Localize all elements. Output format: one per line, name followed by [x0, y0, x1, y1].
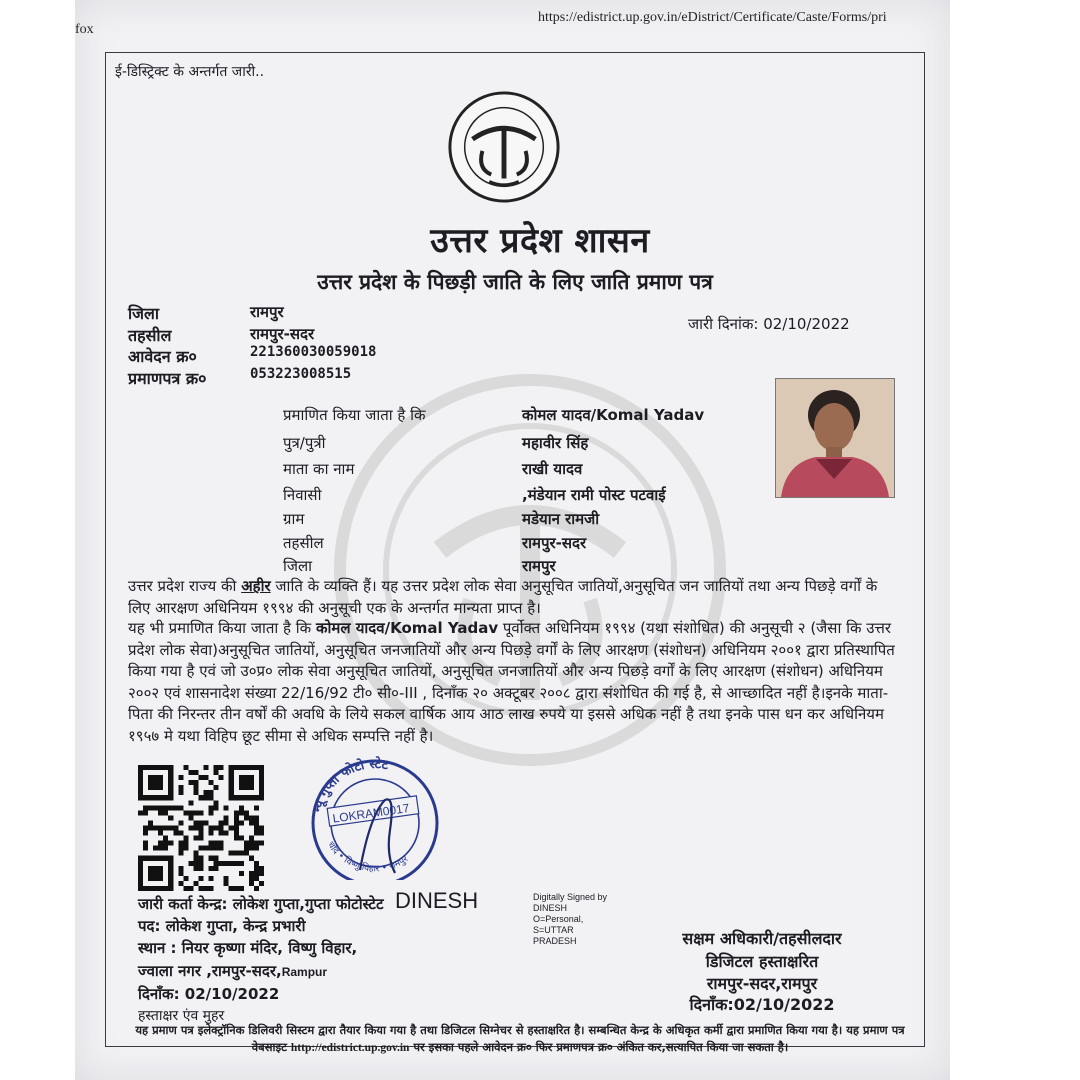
print-url-header: https://edistrict.up.gov.in/eDistrict/Certificate/Caste/Forms/pri: [538, 10, 887, 25]
detail-district-value: रामपुर: [522, 557, 556, 575]
creamy-layer-paragraph: [128, 618, 898, 747]
officer-digitally-signed: डिजिटल हस्ताक्षरित: [705, 952, 819, 971]
father-name: महावीर सिंह: [522, 434, 589, 452]
officer-date: दिनाँक:02/10/2022: [689, 995, 835, 1014]
verification-footer: [130, 1022, 910, 1057]
officer-title: सक्षम अधिकारी/तहसीलदार: [682, 929, 842, 948]
paragraph1-text-start: उत्तर प्रदेश राज्य की: [128, 577, 242, 595]
paragraph2-applicant-name: कोमल यादव/Komal Yadav: [315, 619, 499, 637]
tehsil-label: तहसील: [128, 326, 172, 345]
applicant-name: कोमल यादव/Komal Yadav: [522, 406, 705, 424]
village-label: ग्राम: [283, 510, 305, 528]
digital-signature-line: S=UTTAR: [533, 925, 574, 935]
caste-name: अहीर: [241, 577, 271, 595]
verification-website-link[interactable]: http://edistrict.up.gov.in: [290, 1042, 410, 1054]
applicant-portrait-icon: [776, 379, 894, 497]
district-label: जिला: [128, 304, 160, 323]
issuing-centre: जारी कर्ता केन्द्र: लोकेश गुप्ता,गुप्ता फोटोस्टेट: [138, 895, 384, 913]
application-number-label: आवेदन क्र०: [128, 347, 197, 366]
print-header-fragment: fox: [75, 22, 94, 37]
officer-place: रामपुर-सदर,रामपुर: [706, 974, 818, 993]
digital-signature-line: Digitally Signed by: [533, 892, 608, 902]
issuer-address-hindi: ज्वाला नगर ,रामपुर-सदर,: [138, 962, 282, 980]
digital-signer-name: DINESH: [395, 888, 479, 913]
village-value: मडेयान रामजी: [522, 510, 600, 528]
centre-rubber-stamp: [300, 755, 450, 880]
paragraph2-text-end: पूर्वोक्त अधिनियम १९९४ (यथा संशोधित) की अनुसूची २ (जैसा कि उत्तर प्रदेश लोक सेवा)अनुसूचित जातियों, अनुसूचित जनजातियों और अन्य पिछड़े वर्गों के लिए आरक्षण (संशोधन) अधिनियम २००१ द्वारा प्रतिस्थापित किया गया है एवं जो उ०प्र० लोक सेवा अनुसूचित जातियों, अनुसूचित जनजातियों और अन्य पिछड़े वर्गों के लिए आरक्षण (संशोधन) अधिनियम २००२ एवं शासनादेश संख्या 22/16/92 टी० सी०-III , दिनाँक २० अक्टूबर २००८ द्वारा संशोधित की गई है, से आच्छादित नहीं है।इनके माता-पिता की निरन्तर तीन वर्षों की अवधि के लिये सकल वार्षिक आय आठ लाख रुपये या इससे अधिक नहीं है तथा इनके पास धन कर अधिनियम १९५७ मे यथा विहिप छूट सीमा से अधिक सम्पत्ति नहीं है।: [128, 619, 895, 745]
child-of-label: पुत्र/पुत्री: [283, 434, 326, 452]
detail-district-label: जिला: [283, 557, 313, 575]
district-value: रामपुर: [250, 303, 284, 321]
issuer-place: स्थान : नियर कृष्णा मंदिर, विष्णु विहार,: [138, 939, 358, 957]
svg-text:चाँद • विष्णु विहार • रामपुर: [325, 839, 410, 874]
certificate-title: उत्तर प्रदेश के पिछड़ी जाति के लिए जाति प्रमाण पत्र: [317, 270, 713, 294]
issuer-address: [138, 961, 327, 981]
signature-and-seal-label: हस्ताक्षर एंव मुहर: [138, 1008, 225, 1024]
mother-name: राखी यादव: [522, 460, 583, 478]
footer-text-end: पर इसका पहले आवेदन क्र० फिर प्रमाणपत्र क्र० अंकित कर,सत्यापित किया जा सकता है।: [409, 1040, 789, 1054]
government-heading: उत्तर प्रदेश शासन: [430, 221, 650, 261]
footer-text-start: यह प्रमाण पत्र इलेक्ट्रॉनिक डिलिवरी सिस्टम द्वारा तैयार किया गया है तथा डिजिटल सिग्नेचर से हस्ताक्षरित है। सम्बन्धित केन्द्र के अधिकृत कर्मी द्वारा प्रमाणित किया गया है। यह प्रमाण पत्र वेबसाइट: [135, 1023, 905, 1054]
resident-value: ,मंडेयान रामी पोस्ट पटवाई: [522, 486, 666, 504]
issue-date: जारी दिनांक: 02/10/2022: [688, 315, 850, 333]
certificate-number-label: प्रमाणपत्र क्र०: [128, 369, 207, 388]
applicant-photo: [775, 378, 895, 498]
tehsil-value: रामपुर-सदर: [250, 325, 315, 343]
digital-signature-line: O=Personal,: [533, 914, 584, 924]
stamp-top-text: न्यू गुप्ता फोटो स्टेट: [310, 756, 390, 814]
paragraph1-text-end: जाति के व्यक्ति हैं। यह उत्तर प्रदेश लोक सेवा अनुसूचित जातियों,अनुसूचित जन जातियों तथा अन्य पिछड़े वर्गों के लिए आरक्षण अधिनियम १९९४ की अनुसूची एक के अन्तर्गत मान्यता प्राप्त है।: [128, 577, 878, 617]
certificate-number-value: 053223008515: [250, 366, 352, 382]
digital-signature-line: PRADESH: [533, 936, 577, 946]
application-number-value: 221360030059018: [250, 344, 377, 360]
resident-label: निवासी: [283, 486, 322, 504]
verification-qr-code[interactable]: [138, 765, 264, 891]
stamp-id-text: LOKRAM0017: [331, 800, 411, 826]
up-government-emblem-icon: [445, 88, 563, 206]
detail-tehsil-label: तहसील: [283, 534, 324, 552]
digital-signature-line: DINESH: [533, 903, 568, 913]
caste-recognition-paragraph: [128, 576, 898, 619]
certify-label: प्रमाणित किया जाता है कि: [283, 406, 426, 424]
issued-under-text: ई-डिस्ट्रिक्ट के अन्तर्गत जारी..: [115, 64, 265, 80]
issuer-post: पद: लोकेश गुप्ता, केन्द्र प्रभारी: [138, 917, 306, 935]
detail-tehsil-value: रामपुर-सदर: [522, 534, 587, 552]
issuer-date: दिनाँक: 02/10/2022: [138, 985, 280, 1003]
paragraph2-text-start: यह भी प्रमाणित किया जाता है कि: [128, 619, 316, 637]
issuer-address-english: Rampur: [281, 965, 328, 979]
mother-name-label: माता का नाम: [283, 460, 355, 478]
stamp-bottom-text: चाँद • विष्णु विहार • रामपुर: [324, 840, 411, 875]
